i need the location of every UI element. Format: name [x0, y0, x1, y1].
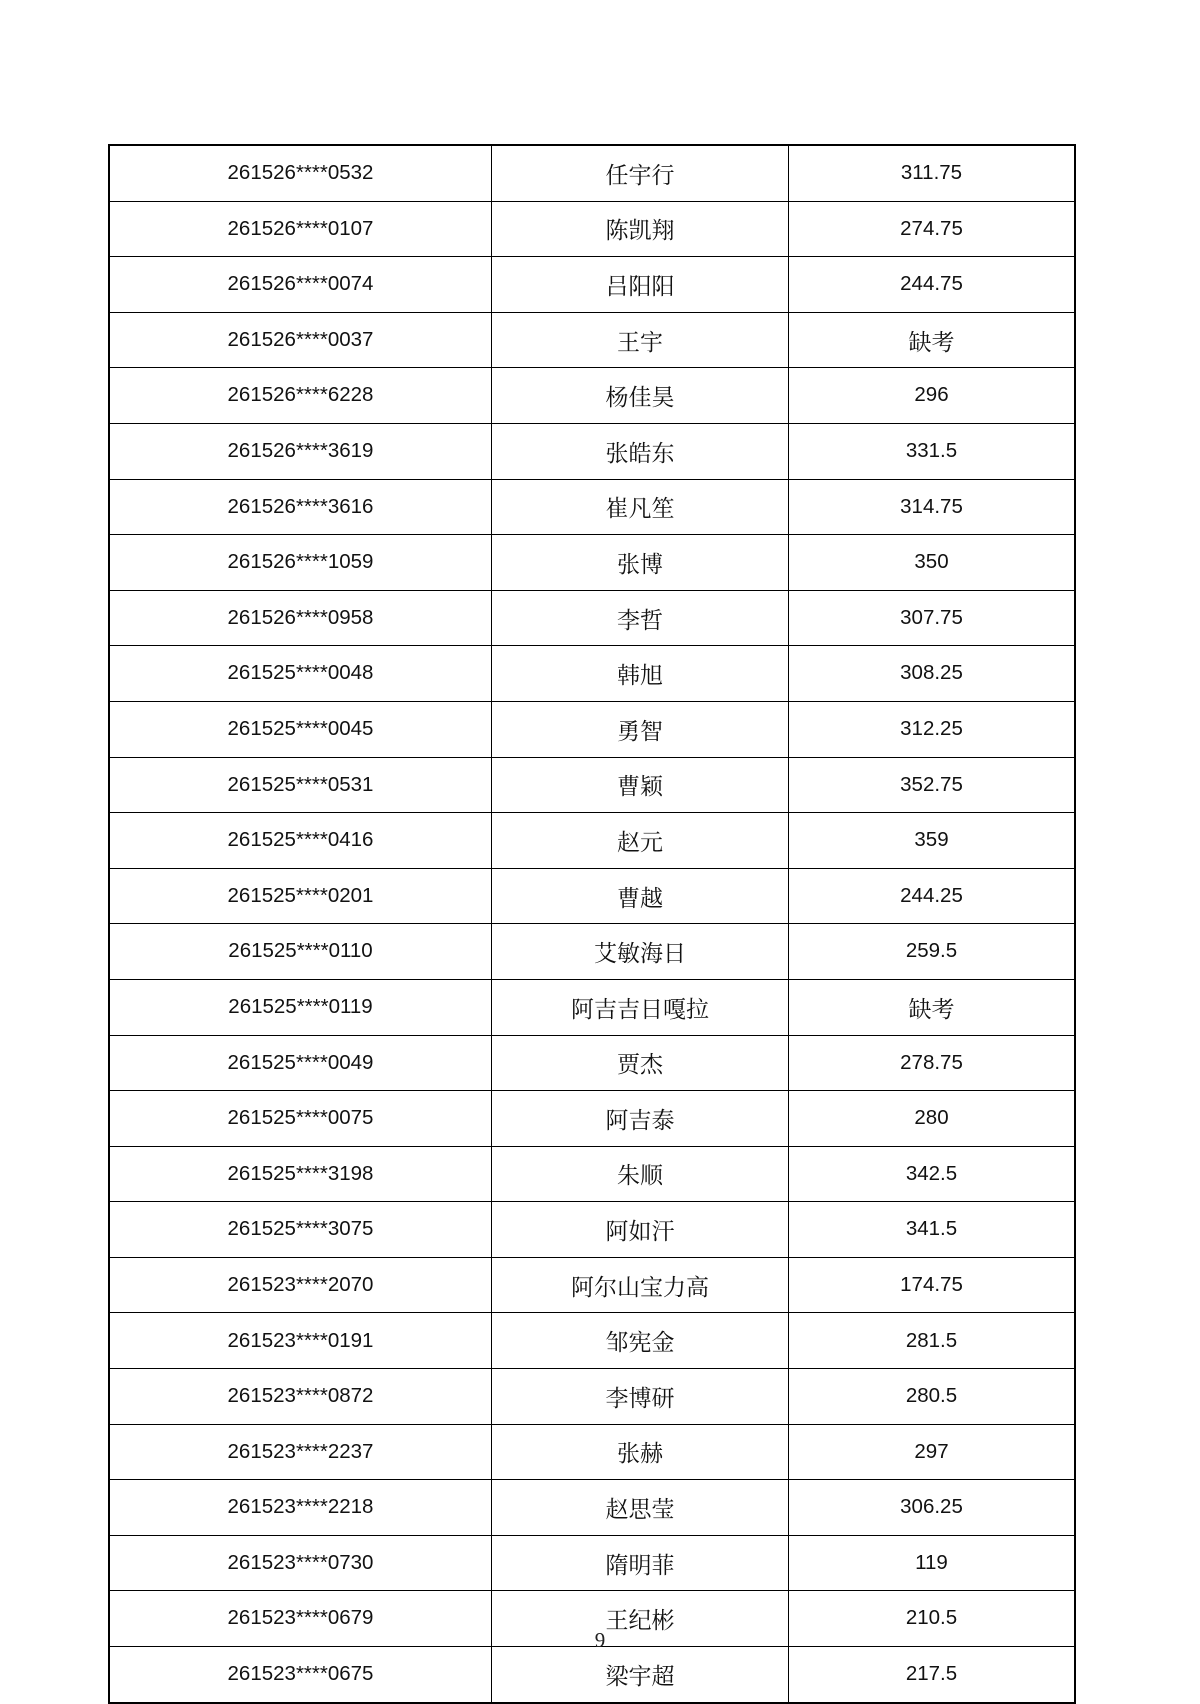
score-cell: 306.25	[789, 1480, 1076, 1536]
candidate-name-cell: 阿尔山宝力高	[492, 1257, 789, 1313]
table-row	[109, 1091, 1075, 1147]
table-row	[109, 1202, 1075, 1258]
candidate-name-cell: 李博研	[492, 1369, 789, 1425]
score-cell: 342.5	[789, 1146, 1076, 1202]
score-cell: 350	[789, 535, 1076, 591]
candidate-id-cell: 261525****3075	[109, 1202, 492, 1258]
table-row	[109, 646, 1075, 702]
candidate-id-cell: 261525****3198	[109, 1146, 492, 1202]
score-cell: 341.5	[789, 1202, 1076, 1258]
candidate-id-cell: 261523****2237	[109, 1424, 492, 1480]
candidate-name-cell: 张博	[492, 535, 789, 591]
candidate-name-cell: 艾敏海日	[492, 924, 789, 980]
candidate-id-cell: 261525****0531	[109, 757, 492, 813]
table-row	[109, 145, 1075, 201]
candidate-name-cell: 曹越	[492, 868, 789, 924]
table-row	[109, 701, 1075, 757]
candidate-id-cell: 261523****0675	[109, 1647, 492, 1703]
score-cell: 280.5	[789, 1369, 1076, 1425]
candidate-id-cell: 261525****0048	[109, 646, 492, 702]
table-row	[109, 1146, 1075, 1202]
table-row	[109, 257, 1075, 313]
score-cell: 308.25	[789, 646, 1076, 702]
candidate-id-cell: 261525****0416	[109, 813, 492, 869]
candidate-id-cell: 261523****2070	[109, 1257, 492, 1313]
score-cell: 缺考	[789, 979, 1076, 1035]
table-row	[109, 312, 1075, 368]
candidate-name-cell: 朱顺	[492, 1146, 789, 1202]
candidate-name-cell: 曹颖	[492, 757, 789, 813]
score-cell: 307.75	[789, 590, 1076, 646]
score-cell: 278.75	[789, 1035, 1076, 1091]
candidate-name-cell: 张皓东	[492, 423, 789, 479]
table-row	[109, 201, 1075, 257]
candidate-name-cell: 王纪彬	[492, 1591, 789, 1647]
candidate-name-cell: 吕阳阳	[492, 257, 789, 313]
candidate-id-cell: 261523****0872	[109, 1369, 492, 1425]
table-row	[109, 1647, 1075, 1703]
candidate-name-cell: 阿如汗	[492, 1202, 789, 1258]
candidate-id-cell: 261526****3619	[109, 423, 492, 479]
candidate-id-cell: 261525****0110	[109, 924, 492, 980]
table-row	[109, 924, 1075, 980]
table-row	[109, 813, 1075, 869]
candidate-name-cell: 赵元	[492, 813, 789, 869]
table-row	[109, 757, 1075, 813]
score-cell: 296	[789, 368, 1076, 424]
score-cell: 312.25	[789, 701, 1076, 757]
candidate-name-cell: 杨佳昊	[492, 368, 789, 424]
score-cell: 331.5	[789, 423, 1076, 479]
score-cell: 244.25	[789, 868, 1076, 924]
candidate-name-cell: 赵思莹	[492, 1480, 789, 1536]
candidate-id-cell: 261525****0119	[109, 979, 492, 1035]
candidate-name-cell: 隋明菲	[492, 1535, 789, 1591]
candidate-id-cell: 261526****3616	[109, 479, 492, 535]
page-number: 9	[594, 1628, 606, 1652]
candidate-id-cell: 261525****0045	[109, 701, 492, 757]
score-cell: 174.75	[789, 1257, 1076, 1313]
table-row	[109, 979, 1075, 1035]
score-cell: 280	[789, 1091, 1076, 1147]
candidate-id-cell: 261523****2218	[109, 1480, 492, 1536]
table-row	[109, 423, 1075, 479]
score-cell: 119	[789, 1535, 1076, 1591]
score-cell: 359	[789, 813, 1076, 869]
candidate-name-cell: 王宇	[492, 312, 789, 368]
candidate-name-cell: 崔凡笙	[492, 479, 789, 535]
table-row	[109, 479, 1075, 535]
candidate-name-cell: 李哲	[492, 590, 789, 646]
score-cell: 311.75	[789, 145, 1076, 201]
table-row	[109, 1535, 1075, 1591]
candidate-id-cell: 261526****0074	[109, 257, 492, 313]
candidate-name-cell: 梁宇超	[492, 1647, 789, 1703]
table-row	[109, 590, 1075, 646]
candidate-id-cell: 261526****0037	[109, 312, 492, 368]
candidate-name-cell: 任宇行	[492, 145, 789, 201]
table-row	[109, 1257, 1075, 1313]
candidate-id-cell: 261526****0532	[109, 145, 492, 201]
table-body	[109, 145, 1075, 1703]
candidate-name-cell: 张赫	[492, 1424, 789, 1480]
score-cell: 297	[789, 1424, 1076, 1480]
candidate-name-cell: 阿吉泰	[492, 1091, 789, 1147]
candidate-id-cell: 261523****0730	[109, 1535, 492, 1591]
candidate-name-cell: 韩旭	[492, 646, 789, 702]
candidate-id-cell: 261525****0201	[109, 868, 492, 924]
score-cell: 217.5	[789, 1647, 1076, 1703]
score-cell: 244.75	[789, 257, 1076, 313]
score-table	[108, 144, 1076, 1704]
candidate-id-cell: 261526****0958	[109, 590, 492, 646]
candidate-name-cell: 邹宪金	[492, 1313, 789, 1369]
candidate-name-cell: 陈凯翔	[492, 201, 789, 257]
table-row	[109, 368, 1075, 424]
candidate-id-cell: 261525****0075	[109, 1091, 492, 1147]
table-row	[109, 1369, 1075, 1425]
table-row	[109, 1480, 1075, 1536]
table-row	[109, 535, 1075, 591]
table-row	[109, 1313, 1075, 1369]
table-row	[109, 1424, 1075, 1480]
candidate-id-cell: 261526****6228	[109, 368, 492, 424]
table-row	[109, 1035, 1075, 1091]
candidate-id-cell: 261525****0049	[109, 1035, 492, 1091]
candidate-id-cell: 261523****0191	[109, 1313, 492, 1369]
score-cell: 314.75	[789, 479, 1076, 535]
candidate-id-cell: 261523****0679	[109, 1591, 492, 1647]
table-row	[109, 868, 1075, 924]
candidate-id-cell: 261526****1059	[109, 535, 492, 591]
candidate-name-cell: 阿吉吉日嘎拉	[492, 979, 789, 1035]
candidate-id-cell: 261526****0107	[109, 201, 492, 257]
score-cell: 281.5	[789, 1313, 1076, 1369]
score-cell: 210.5	[789, 1591, 1076, 1647]
score-cell: 274.75	[789, 201, 1076, 257]
score-cell: 259.5	[789, 924, 1076, 980]
score-cell: 缺考	[789, 312, 1076, 368]
candidate-name-cell: 勇智	[492, 701, 789, 757]
score-cell: 352.75	[789, 757, 1076, 813]
candidate-name-cell: 贾杰	[492, 1035, 789, 1091]
